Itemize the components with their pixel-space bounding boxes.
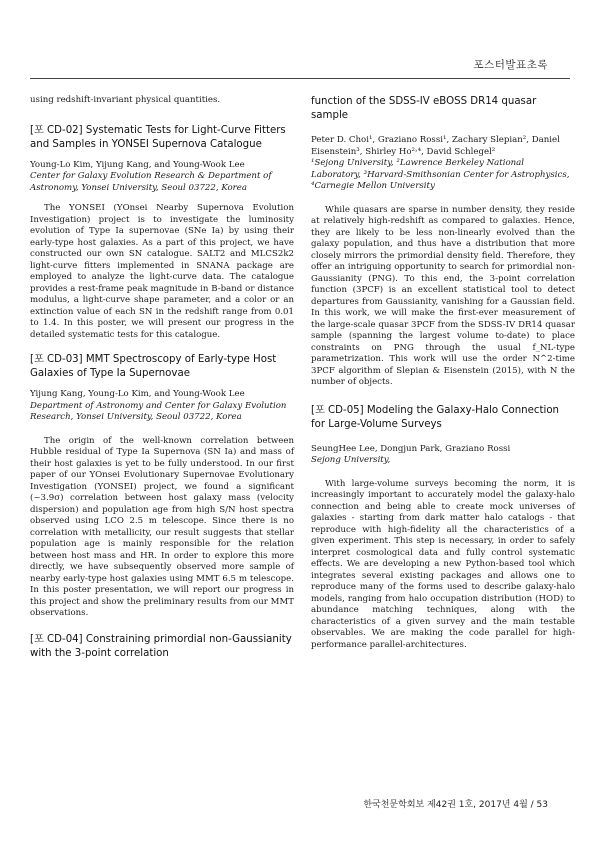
- header-divider: [30, 78, 570, 79]
- cd05-title: [포 CD-05] Modeling the Galaxy-Halo Connection for Large-Volume Surveys: [311, 404, 560, 430]
- cd03-title: [포 CD-03] MMT Spectroscopy of Early-type Host Galaxies of Type Ia Supernovae: [30, 354, 277, 379]
- cd02-authors: Young-Lo Kim, Yijung Kang, and Young-Wook Lee: [30, 159, 245, 170]
- cd05-authors: SeungHee Lee, Dongjun Park, Graziano Rossi: [311, 443, 511, 454]
- abstract-cd04-cont: [311, 95, 575, 389]
- cd04-affiliation: ¹Sejong University, ²Lawrence Berkeley National Laboratory, ³Harvard-Smithsonian Center for Astrophysics, ⁴Carnegie Mellon University: [311, 158, 570, 191]
- cd05-affiliation: Sejong University,: [311, 455, 391, 465]
- cd03-body: The origin of the well-known correlation between Hubble residual of Type Ia Supernova (SN Ia) and mass of their host galaxies is yet to be fully understood. In our first paper of our YOnsei Evolutionary Supernovae Evolutionary Investigation (YONSEI) project, we found a significant (~3.9σ) correlation between host galaxy mass (velocity dispersion) and population age from high S/N host spectra observed using LCO 2.5 m telescope. Since there is no correlation with metallicity, our result suggests that stellar population age is mainly responsible for the relation between host mass and HR. In order to explore this more directly, we have subsequently observed more sample of nearby early-type host galaxies using MMT 6.5 m telescope. In this poster presentation, we will report our progress in this project and show the preliminary results from our MMT observations.: [30, 435, 294, 618]
- intro-tail-text: using redshift-invariant physical quantities.: [30, 95, 221, 105]
- page-footer-citation: 한국천문학회보 제42권 1호, 2017년 4월 / 53: [363, 800, 548, 810]
- abstract-cd02: [30, 124, 294, 342]
- abstract-cd05: [311, 404, 575, 652]
- cd02-body: The YONSEI (YOnsei Nearby Supernova Evolution Investigation) project is to investigate the luminosity evolution of Type Ia supernovae (SNe Ia) by using their early-type host galaxies. As a part of this project, we have constructed our own SN catalogue. SALT2 and MLCS2k2 light-curve fitters implemented in SNANA package are employed to analyze the light-curve data. The catalogue provides a rest-frame peak magnitude in B-band or distance modulus, a light-curve shape parameter, and a color or an extinction value of each SN in the redshift range from 0.01 to 1.4. In this poster, we will present our progress in the detailed systematic tests for this catalogue.: [30, 203, 294, 340]
- cd03-affiliation: Department of Astronomy and Center for Galaxy Evolution Research, Yonsei University, Seoul 03722, Korea: [30, 400, 287, 422]
- cd03-authors: Yijung Kang, Young-Lo Kim, and Young-Wook Lee: [30, 389, 245, 399]
- abstract-cd04-start: [30, 633, 294, 661]
- cd04-authors: Peter D. Choi¹, Graziano Rossi¹, Zachary Slepian², Daniel Eisenstein³, Shirley Ho²˒⁴, David Schlegel²: [311, 135, 560, 157]
- cd02-title: [포 CD-02] Systematic Tests for Light-Curve Fitters and Samples in YONSEI Supernova Catalogue: [30, 124, 286, 150]
- cd04-title: [포 CD-04] Constraining primordial non-Gaussianity with the 3-point correlation: [30, 633, 292, 659]
- header-section-label: 포스터발표초록: [473, 59, 548, 71]
- cd04-body: While quasars are sparse in number density, they reside at relatively high-redshift as compared to galaxies. Hence, they are likely to be less non-linearly evolved than the galaxy population, and thus have a distribution that more closely mirrors the primordial density field. Therefore, they offer an intriguing opportunity to search for primordial non-Gaussianity (PNG). To this end, the 3-point correlation function (3PCF) is an excellent statistical tool to detect departures from Gaussianity, vanishing for a Gaussian field. In this work, we will make the first-ever measurement of the large-scale quasar 3PCF from the SDSS-IV DR14 quasar sample (spanning the largest volume to-date) to place constraints on PNG through the usual f_NL-type parametrization. This work will use the order N^2-time 3PCF algorithm of Slepian & Eisenstein (2015), with N the number of objects.: [311, 204, 575, 387]
- abstract-cd03: [30, 353, 294, 620]
- cd05-body: With large-volume surveys becoming the norm, it is increasingly important to accurately model the galaxy-halo connection and being able to create mock universes of galaxies - starting from dark matter halo catalogs - that reproduce with high-fidelity all the characteristics of a given experiment. This step is necessary, in order to safely interpret cosmological data and fully control systematic effects. We are developing a new Python-based tool which integrates several existing packages and allows one to reproduce many of the forms used to describe galaxy-halo models, ranging from halo occupation distribution (HOD) to abundance matching techniques, along with the characteristics of a given survey and the main testable observables. We are making the code parallel for high-performance parallel-architectures.: [311, 478, 575, 650]
- cd02-affiliation: Center for Galaxy Evolution Research & Department of Astronomy, Yonsei University, Seoul 03722, Korea: [30, 171, 272, 193]
- cd04-title-continued: function of the SDSS-IV eBOSS DR14 quasar sample: [311, 96, 537, 121]
- left-column: [30, 95, 294, 661]
- right-column: [311, 95, 575, 651]
